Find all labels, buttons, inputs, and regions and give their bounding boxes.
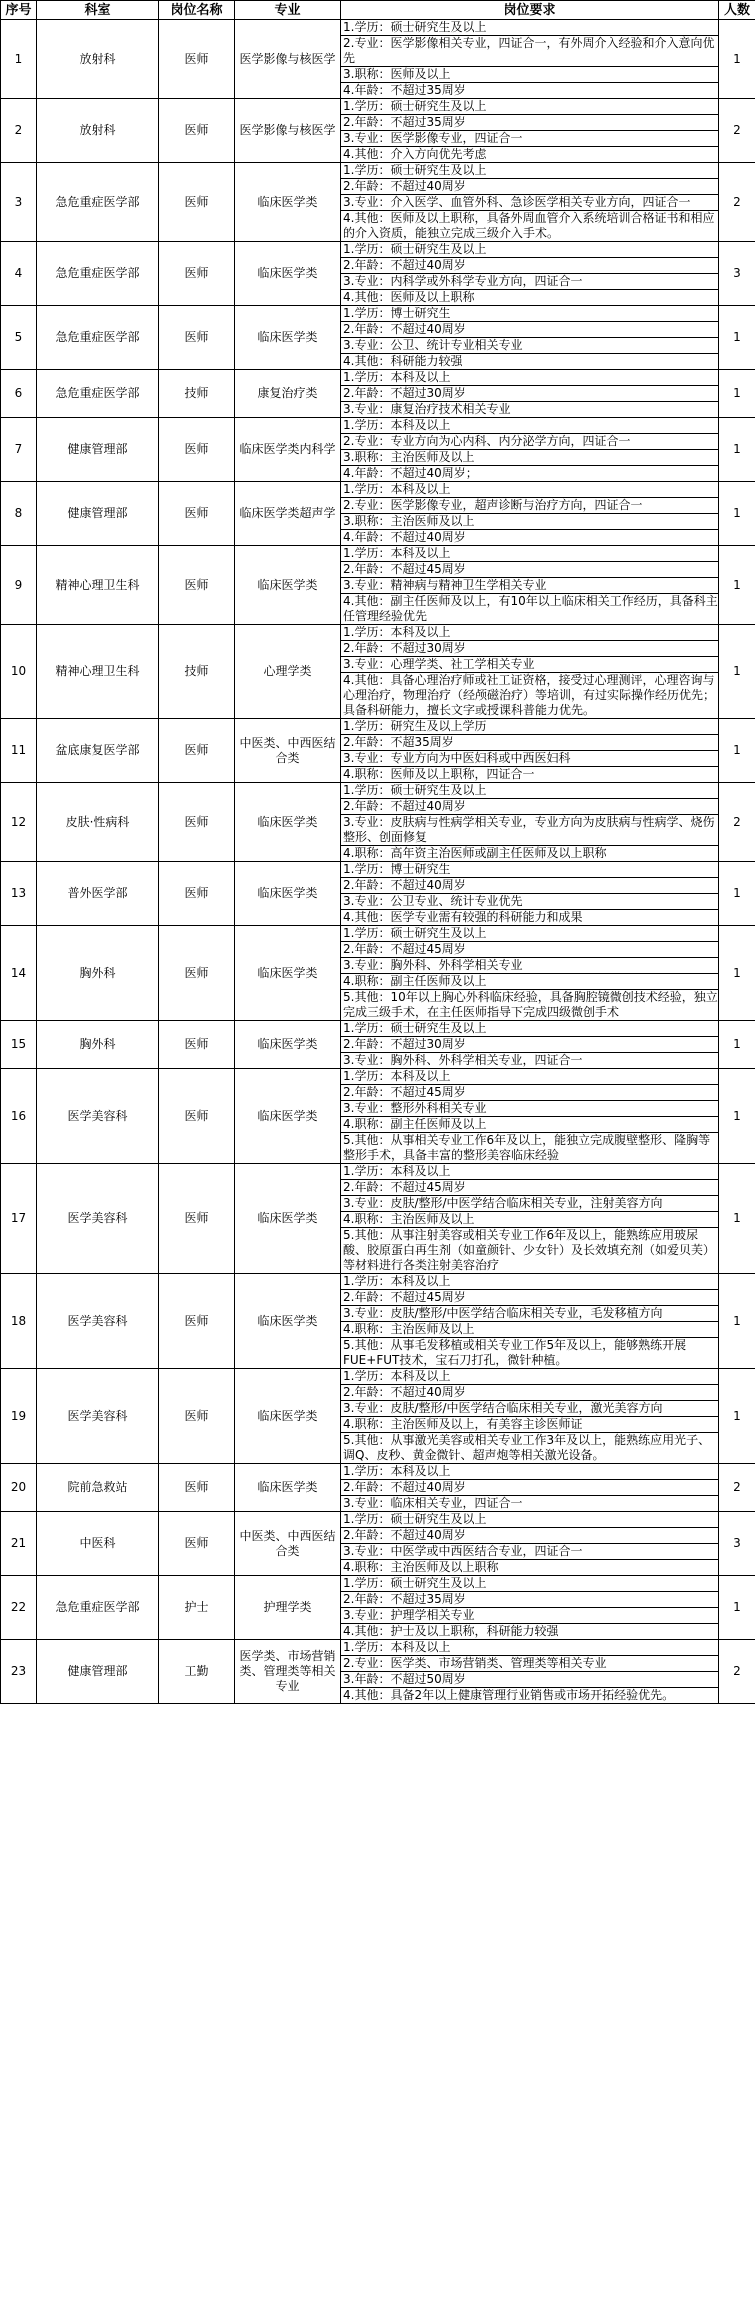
table-row (1, 719, 755, 783)
row-count: 2 (719, 163, 755, 242)
row-post: 医师 (159, 1274, 235, 1369)
row-requirements (341, 418, 719, 482)
requirement-line: 2.年龄：不超过40周岁 (341, 179, 718, 195)
row-dept: 胸外科 (37, 926, 159, 1021)
row-seq: 12 (1, 783, 37, 862)
row-requirements (341, 242, 719, 306)
requirement-line: 1.学历：硕士研究生及以上 (341, 926, 718, 942)
table-row (1, 370, 755, 418)
row-major: 临床医学类 (235, 1369, 341, 1464)
row-seq: 16 (1, 1069, 37, 1164)
table-row (1, 625, 755, 719)
requirement-line: 1.学历：研究生及以上学历 (341, 719, 718, 735)
row-post: 医师 (159, 783, 235, 862)
row-post: 医师 (159, 862, 235, 926)
table-row (1, 1164, 755, 1274)
table-row (1, 783, 755, 862)
row-requirements (341, 306, 719, 370)
row-major: 临床医学类 (235, 1069, 341, 1164)
row-dept: 皮肤·性病科 (37, 783, 159, 862)
row-requirements (341, 1464, 719, 1512)
row-dept: 急危重症医学部 (37, 370, 159, 418)
row-dept: 健康管理部 (37, 418, 159, 482)
row-post: 医师 (159, 1021, 235, 1069)
row-dept: 急危重症医学部 (37, 242, 159, 306)
requirement-line: 3.专业：介入医学、血管外科、急诊医学相关专业方向，四证合一 (341, 195, 718, 211)
requirement-line: 3.专业：皮肤/整形/中医学结合临床相关专业，毛发移植方向 (341, 1306, 718, 1322)
requirement-line: 2.年龄：不超过40周岁 (341, 1385, 718, 1401)
requirement-line: 2.年龄：不超过30周岁 (341, 641, 718, 657)
table-row (1, 306, 755, 370)
requirement-line: 2.年龄：不超过30周岁 (341, 386, 718, 402)
row-post: 医师 (159, 1069, 235, 1164)
row-major: 医学类、市场营销类、管理类等相关专业 (235, 1640, 341, 1704)
requirement-line: 2.专业：医学影像专业，超声诊断与治疗方向，四证合一 (341, 498, 718, 514)
row-major: 临床医学类超声学 (235, 482, 341, 546)
requirement-line: 4.职称：副主任医师及以上 (341, 974, 718, 990)
requirement-line: 4.其他：具备心理治疗师或社工证资格，接受过心理测评，心理咨询与心理治疗，物理治疗（经颅磁治疗）等培训，有过实际操作经历优先；具备科研能力，擅长文字或授课科普能力优先。 (343, 673, 716, 717)
requirement-line: 3.专业：公卫、统计专业相关专业 (341, 338, 718, 354)
requirement-line: 4.其他：科研能力较强 (343, 354, 463, 368)
row-dept: 普外医学部 (37, 862, 159, 926)
requirement-line: 4.职称：副主任医师及以上 (341, 1117, 718, 1133)
row-post: 技师 (159, 625, 235, 719)
requirement-line: 3.专业：医学影像专业，四证合一 (341, 131, 718, 147)
requirement-line: 2.年龄：不超35周岁 (341, 735, 718, 751)
row-major: 临床医学类 (235, 163, 341, 242)
row-major: 中医类、中西医结合类 (235, 719, 341, 783)
row-seq: 23 (1, 1640, 37, 1704)
table-row (1, 20, 755, 99)
requirement-line: 2.年龄：不超过35周岁 (341, 115, 718, 131)
row-major: 临床医学类 (235, 1164, 341, 1274)
row-dept: 急危重症医学部 (37, 1576, 159, 1640)
requirement-line: 3.职称：主治医师及以上 (341, 514, 718, 530)
row-count: 1 (719, 1576, 755, 1640)
row-dept: 急危重症医学部 (37, 306, 159, 370)
row-major: 临床医学类 (235, 546, 341, 625)
requirement-line: 1.学历：本科及以上 (341, 1164, 718, 1180)
requirement-line: 3.专业：中医学或中西医结合专业，四证合一 (341, 1544, 718, 1560)
header-dept: 科室 (37, 1, 159, 20)
row-count: 3 (719, 1512, 755, 1576)
row-post: 医师 (159, 482, 235, 546)
requirement-line: 1.学历：本科及以上 (341, 1274, 718, 1290)
requirement-line: 1.学历：本科及以上 (341, 1069, 718, 1085)
row-major: 临床医学类 (235, 1274, 341, 1369)
row-requirements (341, 625, 719, 719)
row-requirements (341, 1576, 719, 1640)
row-post: 医师 (159, 926, 235, 1021)
row-dept: 医学美容科 (37, 1369, 159, 1464)
row-count: 1 (719, 926, 755, 1021)
table-row (1, 862, 755, 926)
requirement-line: 3.专业：皮肤/整形/中医学结合临床相关专业，激光美容方向 (341, 1401, 718, 1417)
table-row (1, 1576, 755, 1640)
row-seq: 20 (1, 1464, 37, 1512)
row-count: 1 (719, 418, 755, 482)
requirement-line: 1.学历：本科及以上 (341, 625, 718, 641)
row-seq: 4 (1, 242, 37, 306)
table-row (1, 163, 755, 242)
row-count: 1 (719, 719, 755, 783)
requirement-line: 3.专业：胸外科、外科学相关专业，四证合一 (343, 1053, 583, 1067)
requirement-line: 2.年龄：不超过30周岁 (341, 1037, 718, 1053)
row-dept: 医学美容科 (37, 1274, 159, 1369)
row-major: 康复治疗类 (235, 370, 341, 418)
requirement-line: 2.年龄：不超过40周岁 (341, 1480, 718, 1496)
row-requirements (341, 783, 719, 862)
requirement-line: 5.其他：从事激光美容或相关专业工作3年及以上，能熟练应用光子、调Q、皮秒、黄金微针、超声炮等相关激光设备。 (343, 1433, 711, 1462)
table-row (1, 1069, 755, 1164)
requirement-line: 2.年龄：不超过40周岁 (341, 258, 718, 274)
row-major: 临床医学类内科学 (235, 418, 341, 482)
requirement-line: 1.学历：本科及以上 (341, 482, 718, 498)
requirement-line: 3.专业：公卫专业、统计专业优先 (341, 894, 718, 910)
requirement-line: 4.其他：医师及以上职称，具备外周血管介入系统培训合格证书和相应的介入资质，能独立完成三级介入手术。 (343, 211, 715, 240)
requirement-line: 1.学历：硕士研究生及以上 (341, 99, 718, 115)
requirement-line: 3.职称：医师及以上 (341, 67, 718, 83)
requirement-line: 3.专业：专业方向为中医妇科或中西医妇科 (341, 751, 718, 767)
row-post: 医师 (159, 1512, 235, 1576)
row-post: 医师 (159, 163, 235, 242)
row-count: 1 (719, 306, 755, 370)
row-dept: 医学美容科 (37, 1164, 159, 1274)
requirement-line: 1.学历：硕士研究生及以上 (341, 242, 718, 258)
row-dept: 急危重症医学部 (37, 163, 159, 242)
table-row (1, 1640, 755, 1704)
row-dept: 健康管理部 (37, 482, 159, 546)
row-count: 1 (719, 546, 755, 625)
table-row (1, 926, 755, 1021)
requirement-line: 3.专业：精神病与精神卫生学相关专业 (341, 578, 718, 594)
requirement-line: 2.年龄：不超过45周岁 (341, 1180, 718, 1196)
row-count: 2 (719, 99, 755, 163)
row-count: 1 (719, 20, 755, 99)
row-seq: 21 (1, 1512, 37, 1576)
row-major: 心理学类 (235, 625, 341, 719)
requirement-line: 2.年龄：不超过40周岁 (341, 322, 718, 338)
requirement-line: 1.学历：硕士研究生及以上 (341, 1021, 718, 1037)
row-post: 工勤 (159, 1640, 235, 1704)
row-major: 医学影像与核医学 (235, 20, 341, 99)
table-row (1, 99, 755, 163)
requirement-line: 2.年龄：不超过45周岁 (341, 942, 718, 958)
row-seq: 11 (1, 719, 37, 783)
requirement-line: 2.年龄：不超过45周岁 (341, 1085, 718, 1101)
row-count: 1 (719, 1164, 755, 1274)
row-requirements (341, 926, 719, 1021)
row-dept: 精神心理卫生科 (37, 625, 159, 719)
row-count: 1 (719, 1369, 755, 1464)
row-post: 医师 (159, 719, 235, 783)
row-count: 1 (719, 862, 755, 926)
requirement-line: 3.专业：胸外科、外科学相关专业 (341, 958, 718, 974)
row-major: 临床医学类 (235, 862, 341, 926)
row-requirements (341, 1274, 719, 1369)
table-row (1, 1021, 755, 1069)
table-body (1, 20, 755, 1704)
row-requirements (341, 546, 719, 625)
header-row (1, 1, 755, 20)
requirement-line: 1.学历：本科及以上 (341, 1640, 718, 1656)
row-requirements (341, 99, 719, 163)
row-count: 1 (719, 1021, 755, 1069)
row-seq: 14 (1, 926, 37, 1021)
row-dept: 中医科 (37, 1512, 159, 1576)
requirement-line: 5.其他：从事毛发移植或相关专业工作5年及以上，能够熟练开展FUE+FUT技术，宝石刀打孔，微针种植。 (343, 1338, 687, 1367)
row-seq: 5 (1, 306, 37, 370)
row-count: 2 (719, 783, 755, 862)
requirement-line: 4.其他：护士及以上职称，科研能力较强 (343, 1624, 559, 1638)
requirement-line: 1.学历：本科及以上 (341, 1369, 718, 1385)
row-post: 医师 (159, 1464, 235, 1512)
row-post: 医师 (159, 546, 235, 625)
requirement-line: 5.其他：10年以上胸心外科临床经验，具备胸腔镜微创技术经验，独立完成三级手术，在主任医师指导下完成四级微创手术 (343, 990, 718, 1019)
requirement-line: 1.学历：博士研究生 (341, 862, 718, 878)
row-requirements (341, 482, 719, 546)
table-row (1, 546, 755, 625)
row-major: 临床医学类 (235, 306, 341, 370)
row-requirements (341, 1069, 719, 1164)
requirement-line: 4.其他：副主任医师及以上，有10年以上临床相关工作经历，具备科主任管理经验优先 (343, 594, 718, 623)
requirement-line: 3.职称：主治医师及以上 (341, 450, 718, 466)
row-major: 临床医学类 (235, 242, 341, 306)
requirement-line: 1.学历：硕士研究生及以上 (341, 783, 718, 799)
row-dept: 放射科 (37, 20, 159, 99)
row-post: 医师 (159, 242, 235, 306)
table-row (1, 1512, 755, 1576)
requirement-line: 3.年龄：不超过50周岁 (341, 1672, 718, 1688)
requirement-line: 4.其他：具备2年以上健康管理行业销售或市场开拓经验优先。 (343, 1688, 675, 1702)
row-dept: 院前急救站 (37, 1464, 159, 1512)
row-seq: 22 (1, 1576, 37, 1640)
row-major: 临床医学类 (235, 1464, 341, 1512)
row-post: 技师 (159, 370, 235, 418)
requirement-line: 2.年龄：不超过40周岁 (341, 1528, 718, 1544)
header-post: 岗位名称 (159, 1, 235, 20)
header-major: 专业 (235, 1, 341, 20)
requirement-line: 4.职称：医师及以上职称，四证合一 (343, 767, 535, 781)
row-seq: 15 (1, 1021, 37, 1069)
requirement-line: 4.年龄：不超过40周岁； (343, 466, 478, 480)
row-dept: 精神心理卫生科 (37, 546, 159, 625)
requirement-line: 4.职称：主治医师及以上，有美容主诊医师证 (341, 1417, 718, 1433)
row-requirements (341, 1640, 719, 1704)
row-seq: 8 (1, 482, 37, 546)
header-requirements: 岗位要求 (341, 1, 719, 20)
table-row (1, 418, 755, 482)
row-count: 1 (719, 625, 755, 719)
row-seq: 19 (1, 1369, 37, 1464)
row-seq: 6 (1, 370, 37, 418)
row-major: 中医类、中西医结合类 (235, 1512, 341, 1576)
row-post: 医师 (159, 99, 235, 163)
row-seq: 2 (1, 99, 37, 163)
requirement-line: 1.学历：本科及以上 (341, 418, 718, 434)
row-requirements (341, 1512, 719, 1576)
table-row (1, 1369, 755, 1464)
row-requirements (341, 370, 719, 418)
requirement-line: 3.专业：皮肤病与性病学相关专业，专业方向为皮肤病与性病学、烧伤整形、创面修复 (341, 815, 718, 846)
requirement-line: 5.其他：从事相关专业工作6年及以上，能独立完成腹壁整形、隆胸等整形手术，具备丰富的整形美容临床经验 (343, 1133, 711, 1162)
requirement-line: 3.专业：护理学相关专业 (341, 1608, 718, 1624)
row-post: 护士 (159, 1576, 235, 1640)
row-dept: 放射科 (37, 99, 159, 163)
row-seq: 10 (1, 625, 37, 719)
requirement-line: 2.年龄：不超过45周岁 (341, 562, 718, 578)
row-post: 医师 (159, 1164, 235, 1274)
row-major: 临床医学类 (235, 926, 341, 1021)
requirement-line: 1.学历：本科及以上 (341, 370, 718, 386)
requirement-line: 4.年龄：不超过40周岁 (343, 530, 466, 544)
table-row (1, 482, 755, 546)
row-major: 临床医学类 (235, 1021, 341, 1069)
row-requirements (341, 719, 719, 783)
requirement-line: 4.其他：介入方向优先考虑 (343, 147, 487, 161)
row-seq: 1 (1, 20, 37, 99)
requirement-line: 1.学历：硕士研究生及以上 (341, 163, 718, 179)
requirement-line: 4.职称：主治医师及以上职称 (343, 1560, 499, 1574)
requirement-line: 1.学历：硕士研究生及以上 (341, 20, 718, 36)
requirement-line: 4.职称：主治医师及以上 (341, 1322, 718, 1338)
row-dept: 胸外科 (37, 1021, 159, 1069)
row-seq: 9 (1, 546, 37, 625)
requirement-line: 4.其他：医师及以上职称 (343, 290, 475, 304)
row-seq: 13 (1, 862, 37, 926)
row-count: 3 (719, 242, 755, 306)
requirement-line: 3.专业：皮肤/整形/中医学结合临床相关专业，注射美容方向 (341, 1196, 718, 1212)
requirement-line: 1.学历：硕士研究生及以上 (341, 1512, 718, 1528)
row-seq: 3 (1, 163, 37, 242)
header-seq: 序号 (1, 1, 37, 20)
row-seq: 18 (1, 1274, 37, 1369)
requirement-line: 3.专业：内科学或外科学专业方向，四证合一 (341, 274, 718, 290)
row-requirements (341, 20, 719, 99)
row-major: 医学影像与核医学 (235, 99, 341, 163)
requirement-line: 3.专业：心理学类、社工学相关专业 (341, 657, 718, 673)
row-dept: 盆底康复医学部 (37, 719, 159, 783)
requirement-line: 1.学历：本科及以上 (341, 1464, 718, 1480)
requirement-line: 3.专业：临床相关专业，四证合一 (343, 1496, 523, 1510)
requirement-line: 2.专业：医学影像相关专业，四证合一，有外周介入经验和介入意向优先 (341, 36, 718, 67)
row-major: 临床医学类 (235, 783, 341, 862)
requirement-line: 2.专业：专业方向为心内科、内分泌学方向，四证合一 (341, 434, 718, 450)
row-requirements (341, 1369, 719, 1464)
table-row (1, 1464, 755, 1512)
row-post: 医师 (159, 418, 235, 482)
row-seq: 7 (1, 418, 37, 482)
row-major: 护理学类 (235, 1576, 341, 1640)
row-count: 2 (719, 1464, 755, 1512)
requirement-line: 4.职称：高年资主治医师或副主任医师及以上职称 (343, 846, 607, 860)
row-requirements (341, 862, 719, 926)
requirement-line: 2.年龄：不超过35周岁 (341, 1592, 718, 1608)
row-dept: 医学美容科 (37, 1069, 159, 1164)
requirement-line: 5.其他：从事注射美容或相关专业工作6年及以上，能熟练应用玻尿酸、胶原蛋白再生剂（如童颜针、少女针）及长效填充剂（如爱贝芙）等材料进行各类注射美容治疗 (343, 1228, 716, 1272)
row-seq: 17 (1, 1164, 37, 1274)
requirement-line: 1.学历：本科及以上 (341, 546, 718, 562)
row-dept: 健康管理部 (37, 1640, 159, 1704)
table-row (1, 1274, 755, 1369)
row-post: 医师 (159, 20, 235, 99)
requirement-line: 2.年龄：不超过40周岁 (341, 878, 718, 894)
requirement-line: 3.专业：整形外科相关专业 (341, 1101, 718, 1117)
row-requirements (341, 163, 719, 242)
row-post: 医师 (159, 1369, 235, 1464)
requirement-line: 1.学历：博士研究生 (341, 306, 718, 322)
row-post: 医师 (159, 306, 235, 370)
table-row (1, 242, 755, 306)
row-count: 1 (719, 370, 755, 418)
requirement-line: 2.年龄：不超过40周岁 (341, 799, 718, 815)
header-count: 人数 (719, 1, 755, 20)
requirement-line: 2.专业：医学类、市场营销类、管理类等相关专业 (341, 1656, 718, 1672)
row-requirements (341, 1164, 719, 1274)
row-count: 1 (719, 482, 755, 546)
row-requirements (341, 1021, 719, 1069)
requirement-line: 3.专业：康复治疗技术相关专业 (343, 402, 511, 416)
requirement-line: 4.其他：医学专业需有较强的科研能力和成果 (343, 910, 583, 924)
requirement-line: 4.职称：主治医师及以上 (341, 1212, 718, 1228)
row-count: 1 (719, 1069, 755, 1164)
requirement-line: 4.年龄：不超过35周岁 (343, 83, 466, 97)
requirement-line: 1.学历：硕士研究生及以上 (341, 1576, 718, 1592)
row-count: 1 (719, 1274, 755, 1369)
row-count: 2 (719, 1640, 755, 1704)
requirement-line: 2.年龄：不超过45周岁 (341, 1290, 718, 1306)
